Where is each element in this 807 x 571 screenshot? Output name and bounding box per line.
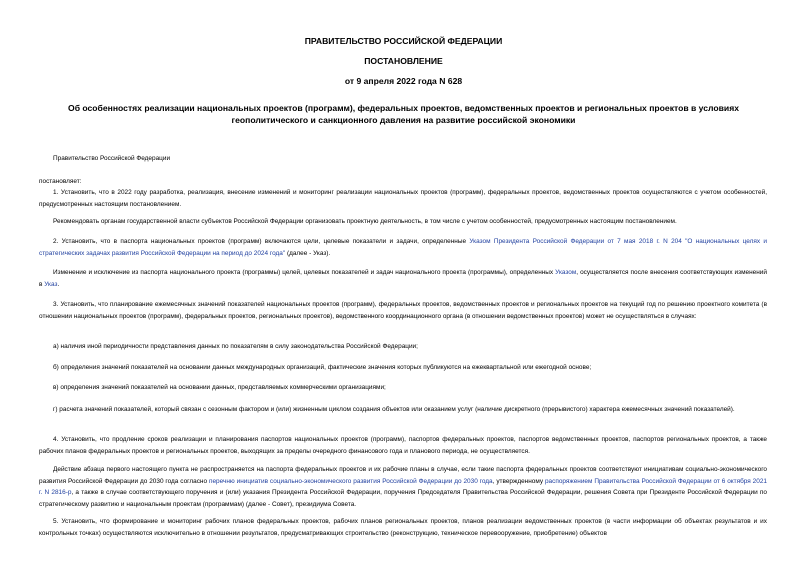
paragraph-4b-text-c: , а также в случае соответствующего поручения и (или) указания Президента Российской Федерации, поручения Председателя Правительства Российской Федерации, решения Совета при Президенте Российской Федерации по стратегическому развитию и национальным проектам (программам) (далее - Совет), президиума Совета. xyxy=(39,489,767,508)
government-order-link[interactable]: распоряжением Правительства Российской Федерации от 6 октября 2021 г. N 2816-р xyxy=(39,477,768,496)
paragraph-3: 3. Установить, что планирование ежемесячных значений показателей национальных проектов (программ), федеральных проектов, ведомственных проектов и региональных проектов на текущий год по решению проектного комитета (в отношении национальных проектов (программ), федеральных проектов, региональных проектов), ведомственного координационного органа (в отношении ведомственных проектов) может не осуществляться в случаях: xyxy=(39,301,767,320)
government-heading: ПРАВИТЕЛЬСТВО РОССИЙСКОЙ ФЕДЕРАЦИИ xyxy=(304,36,503,46)
paragraph-4b-text-b: , утвержденному xyxy=(492,477,545,485)
decree-short-link-2[interactable]: Указ xyxy=(44,280,58,288)
document-title: Об особенностях реализации национальных проектов (программ), федеральных проектов, ведомственных проектов и региональных проектов в условиях геополитического и санкционного давления на развитие российской экономики xyxy=(68,103,739,125)
intro-paragraph: Правительство Российской Федерации xyxy=(53,155,171,162)
initiatives-list-link[interactable]: перечню инициатив социально-экономического развития Российской Федерации до 2030 года xyxy=(208,477,493,485)
paragraph-2-text-b: (далее - Указ). xyxy=(285,249,331,257)
paragraph-3d: г) расчета значений показателей, который связан с сезонным фактором и (или) жизненным циклом создания объектов или оказанием услуг (наличие дискретного (прерывистого) характера ежемесячных значений показателей). xyxy=(53,406,735,413)
date-number-heading: от 9 апреля 2022 года N 628 xyxy=(344,76,463,86)
paragraph-2 xyxy=(39,236,767,259)
decree-short-link-1[interactable]: Указом xyxy=(555,269,577,276)
decides-paragraph: постановляет: xyxy=(39,178,82,185)
paragraph-1: 1. Установить, что в 2022 году разработка, реализация, внесение изменений и мониторинг реализации национальных проектов (программ), федеральных проектов, ведомственных проектов осуществляются с учетом особенностей, предусмотренных настоящим постановлением. xyxy=(39,189,767,208)
paragraph-2b-text-b: , осуществляется после внесения соответствующих изменений в xyxy=(39,269,767,288)
paragraph-2b-text-a: Изменение и исключение из паспорта национального проекта (программы) целей, целевых показателей и задач национального проекта (программы), определенных xyxy=(53,269,556,276)
decree-link[interactable]: Указом Президента Российской Федерации от 7 мая 2018 г. N 204 "О национальных целях и стратегических задачах развития Российской Федерации на период до 2024 года" xyxy=(39,238,767,257)
paragraph-3a: а) наличия иной периодичности представления данных по показателям в силу законодательства Российской Федерации; xyxy=(53,343,418,350)
paragraph-4b xyxy=(39,464,767,510)
paragraph-2b-text-c: . xyxy=(57,280,60,288)
document-type-heading: ПОСТАНОВЛЕНИЕ xyxy=(364,56,443,66)
paragraph-3c: в) определения значений показателей на основании данных, представляемых коммерческими организациями; xyxy=(53,384,386,391)
paragraph-2-text-a: 2. Установить, что в паспорта национальных проектов (программ) включаются цели, целевые показатели и задачи, определенные xyxy=(53,238,470,245)
paragraph-3b: б) определения значений показателей на основании данных международных организаций, фактические значения которых публикуются на ежеквартальной или ежегодной основе; xyxy=(53,364,592,371)
paragraph-1b: Рекомендовать органам государственной власти субъектов Российской Федерации организовать проектную деятельность, в том числе с учетом особенностей, предусмотренных настоящим постановлением. xyxy=(53,218,677,225)
paragraph-4b-text-a: Действие абзаца первого настоящего пункта не распространяется на паспорта федеральных проектов и их рабочие планы в случае, если такие паспорта федеральных проектов соответствуют инициативам социально-экономического развития Российской Федерации до 2030 года согласно xyxy=(39,466,767,485)
paragraph-4: 4. Установить, что продление сроков реализации и планирования паспортов национальных проектов (программ), паспортов федеральных проектов, паспортов ведомственных проектов, паспортов региональных проектов, а также рабочих планов федеральных проектов и региональных проектов, выходящих за пределы очередного финансового года и планового периода, не осуществляется. xyxy=(39,436,767,455)
paragraph-5: 5. Установить, что формирование и мониторинг рабочих планов федеральных проектов, рабочих планов региональных проектов, планов реализации ведомственных проектов (в части информации об объектах результатов и их контрольных точках) осуществляются исключительно в отношении результатов, предусматривающих строительство (реконструкцию, техническое перевооружение, приобретение) объектов xyxy=(39,518,767,537)
paragraph-2b xyxy=(39,267,767,290)
